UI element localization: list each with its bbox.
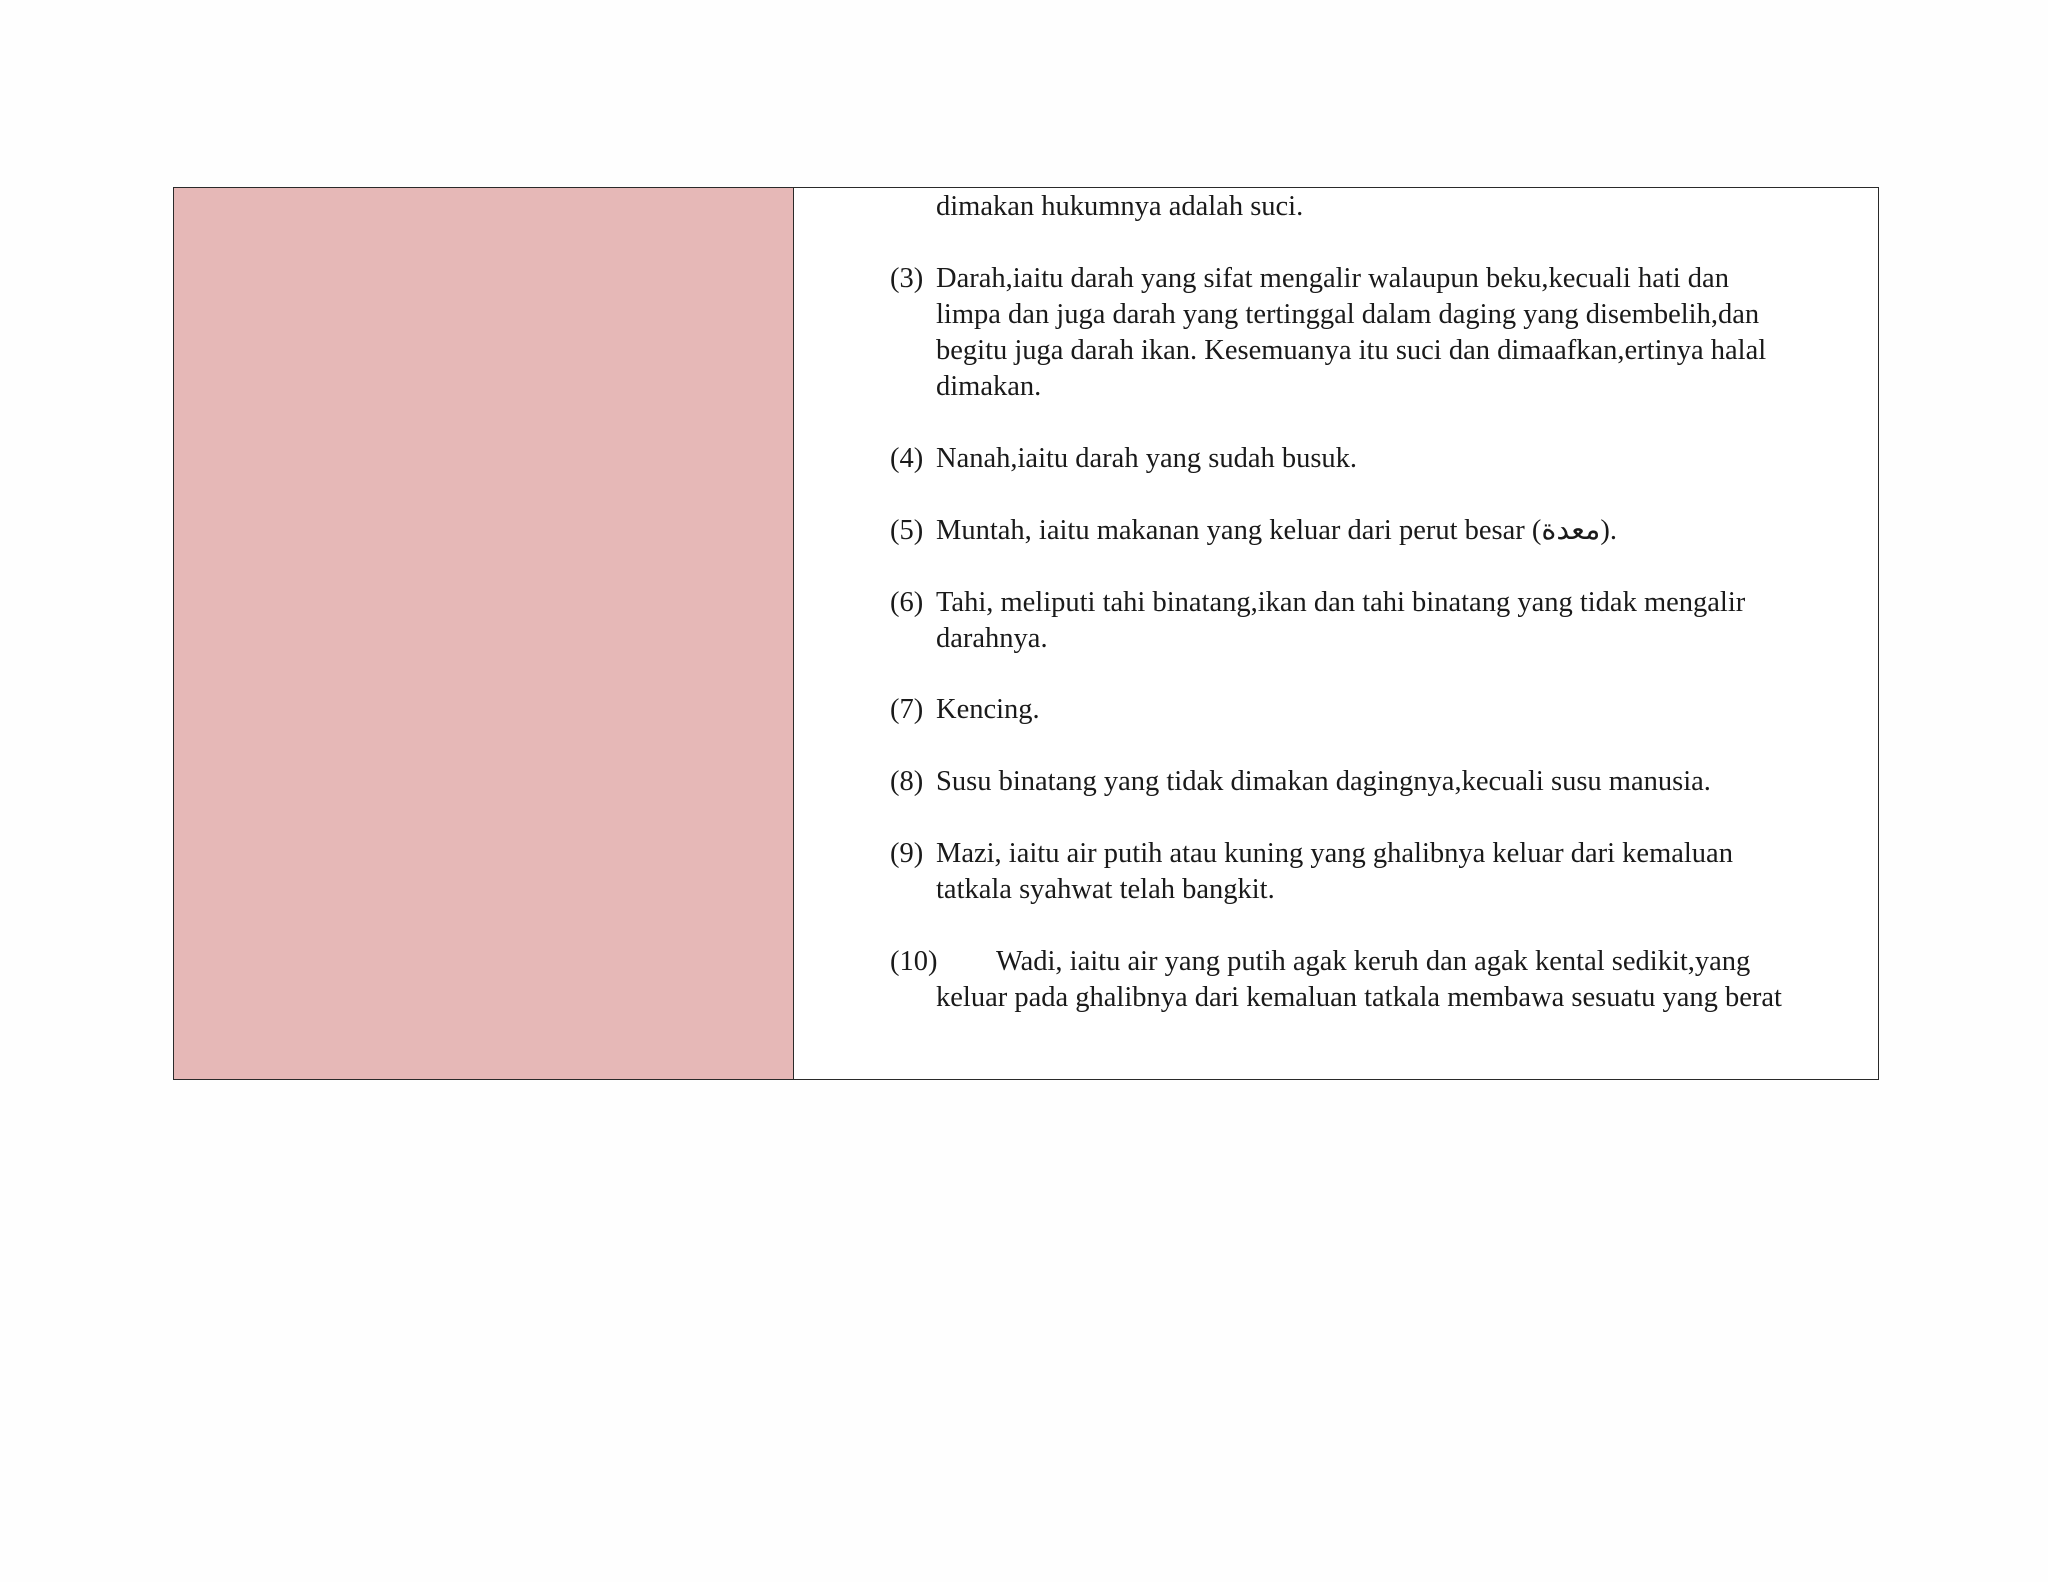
list-item-number: (5): [890, 515, 924, 546]
left-shaded-cell: [174, 188, 794, 1079]
list-item-text: Kencing.: [936, 694, 1040, 725]
list-item-number: (4): [890, 443, 924, 474]
list-item-4: [890, 441, 1868, 477]
content-table: [173, 187, 1879, 1080]
list-item-6: [890, 585, 1868, 657]
list-item-number: (10): [890, 946, 938, 977]
list-item-7: [890, 692, 1868, 728]
list-item-text: Darah,iaitu darah yang sifat mengalir walaupun beku,kecuali hati dan limpa dan juga darah yang tertinggal dalam daging yang disembelih,dan begitu juga darah ikan. Kesemuanya itu suci dan dimaafkan,ertinya halal dimakan.: [936, 263, 1767, 402]
list-item-number: (3): [890, 263, 924, 294]
list-item-3: [890, 261, 1868, 405]
list-item-5: [890, 513, 1868, 549]
list-item-text: Nanah,iaitu darah yang sudah busuk.: [936, 443, 1358, 474]
list-item-10: [890, 944, 1868, 1016]
list-item-9: [890, 836, 1868, 908]
list-item-number: (8): [890, 766, 924, 797]
list-item-text: Mazi, iaitu air putih atau kuning yang ghalibnya keluar dari kemaluan tatkala syahwat telah bangkit.: [936, 838, 1733, 905]
list-item-text: Muntah, iaitu makanan yang keluar dari perut besar (معدة).: [936, 515, 1617, 546]
list-item-8: [890, 764, 1868, 800]
right-text-cell: [794, 188, 1878, 1079]
list-item-text: Susu binatang yang tidak dimakan dagingnya,kecuali susu manusia.: [936, 766, 1711, 797]
list-item-text: Tahi, meliputi tahi binatang,ikan dan tahi binatang yang tidak mengalir darahnya.: [936, 587, 1746, 654]
list-item-text-first-line: Wadi, iaitu air yang putih agak keruh dan agak kental sedikit,yang: [996, 946, 1751, 977]
list-item-number: (6): [890, 587, 924, 618]
list-item-number: (9): [890, 838, 924, 869]
list-item-number: (7): [890, 694, 924, 725]
list-item-text-continuation: keluar pada ghalibnya dari kemaluan tatkala membawa sesuatu yang berat: [936, 982, 1782, 1013]
continuation-line: dimakan hukumnya adalah suci.: [936, 191, 1304, 222]
